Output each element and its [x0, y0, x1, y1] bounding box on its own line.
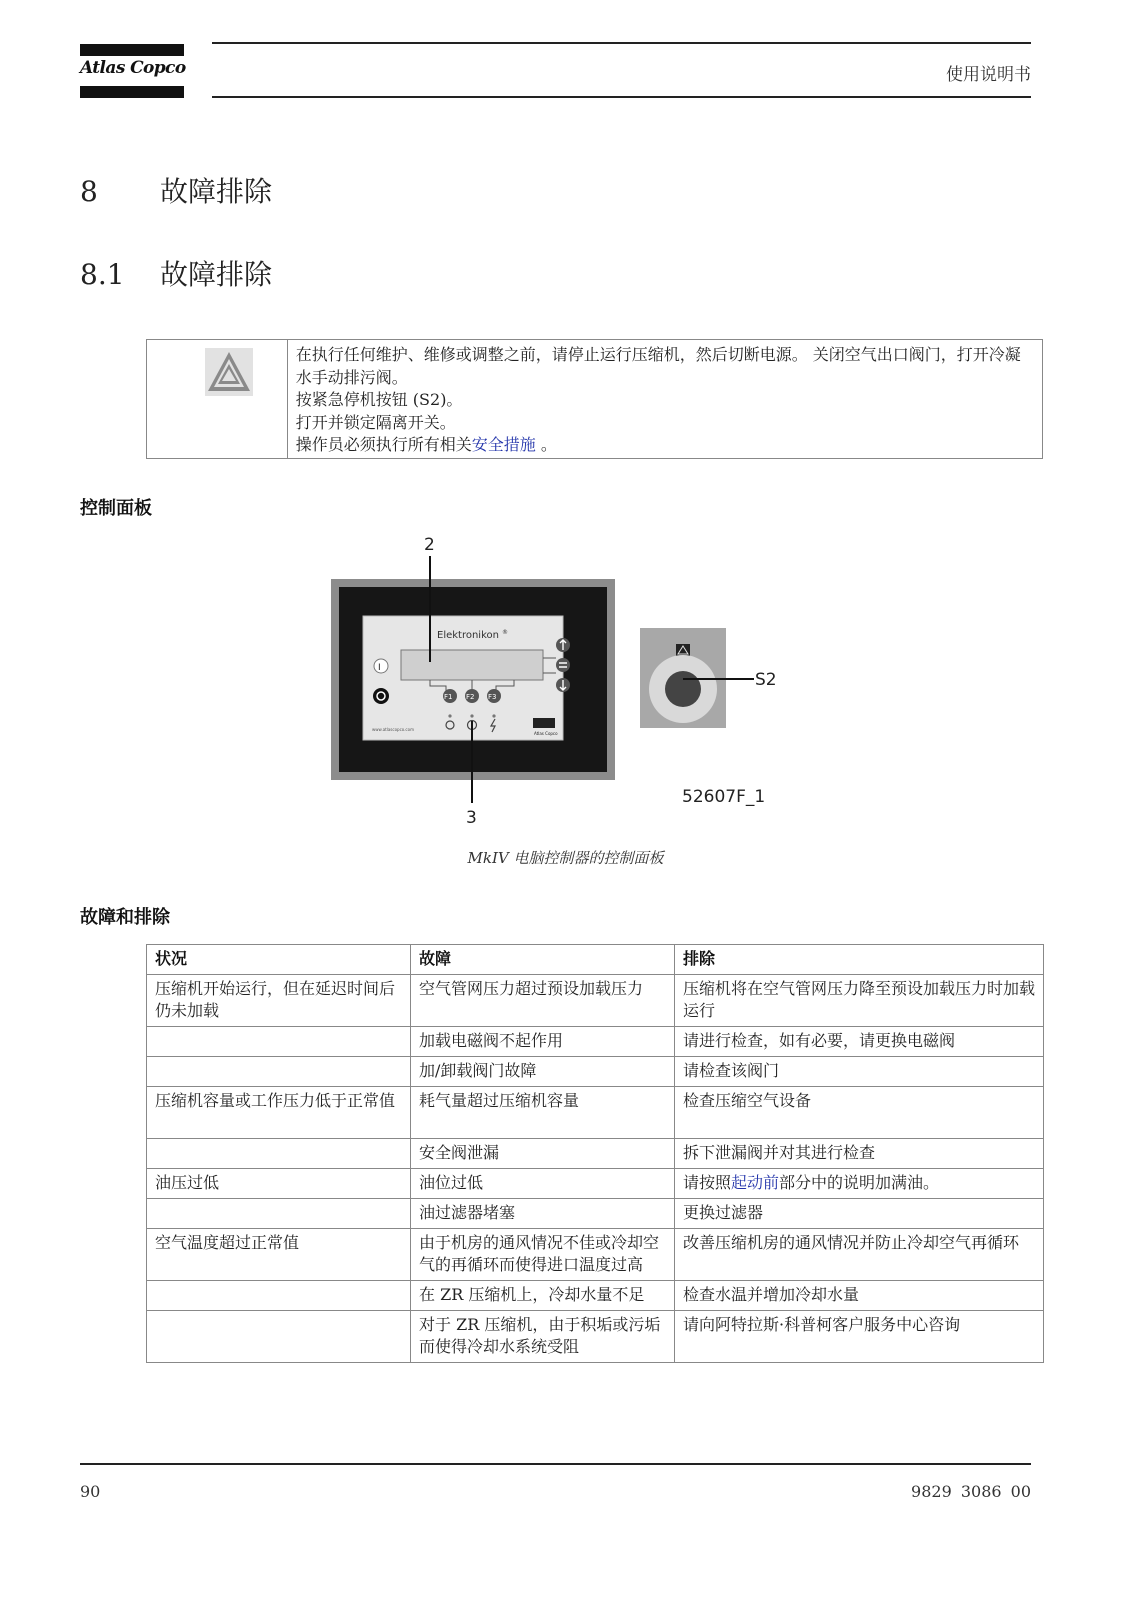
remedy-suffix: 部分中的说明加满油。	[779, 1173, 940, 1192]
table-row	[147, 1229, 1044, 1281]
logo-bar-bottom	[80, 86, 184, 98]
table-row	[147, 1281, 1044, 1311]
remedy-prefix: 请按照	[683, 1173, 732, 1192]
figure-id: 52607F_1	[682, 787, 766, 807]
warning-line-1: 在执行任何维护、维修或调整之前，请停止运行压缩机，然后切断电源。 关闭空气出口阀门，打开冷凝水手动排污阀。	[295, 345, 1021, 387]
url-text: www.atlascopco.com	[372, 727, 414, 732]
faults-heading: 故障和排除	[80, 907, 170, 928]
cell-condition	[147, 1139, 411, 1169]
cell-remedy	[675, 1169, 1044, 1199]
logo-bar-top	[80, 44, 184, 56]
warning-icon-cell	[147, 340, 288, 458]
cell-fault: 空气管网压力超过预设加载压力	[411, 975, 675, 1027]
header-rule-top	[212, 42, 1031, 44]
f2-label: F2	[466, 693, 475, 701]
section-number: 8	[80, 175, 98, 208]
callout-3: 3	[466, 808, 477, 828]
subsection-title: 故障排除	[160, 258, 273, 291]
subsection-number: 8.1	[80, 258, 125, 291]
cell-fault: 安全阀泄漏	[411, 1139, 675, 1169]
table-header-row	[147, 945, 1044, 975]
warning-line-4-prefix: 操作员必须执行所有相关	[295, 435, 472, 454]
callout-2: 2	[424, 535, 435, 555]
cell-fault: 在 ZR 压缩机上，冷却水量不足	[411, 1281, 675, 1311]
cell-remedy: 请向阿特拉斯·科普柯客户服务中心咨询	[675, 1311, 1044, 1363]
warning-line-4-suffix: 。	[535, 435, 557, 454]
document-number: 9829 3086 00	[911, 1482, 1031, 1501]
table-row	[147, 975, 1044, 1027]
table-row	[147, 1027, 1044, 1057]
cell-remedy: 改善压缩机房的通风情况并防止冷却空气再循环	[675, 1229, 1044, 1281]
table-row	[147, 1057, 1044, 1087]
stop-button	[373, 688, 389, 704]
start-button	[374, 659, 388, 673]
safety-precautions-link[interactable]: 安全措施	[471, 435, 536, 454]
panel-logo-text: Atlas Copco	[534, 731, 558, 736]
cell-fault: 由于机房的通风情况不佳或冷却空气的再循环而使得进口温度过高	[411, 1229, 675, 1281]
figure-caption: MkIV 电脑控制器的控制面板	[467, 849, 664, 867]
table-row	[147, 1311, 1044, 1363]
cell-remedy: 检查水温并增加冷却水量	[675, 1281, 1044, 1311]
cell-remedy: 拆下泄漏阀并对其进行检查	[675, 1139, 1044, 1169]
cell-condition: 压缩机开始运行，但在延迟时间后仍未加载	[147, 975, 411, 1027]
display-screen	[401, 650, 543, 680]
warning-line-4	[296, 434, 1036, 457]
tab-key	[556, 658, 570, 672]
cell-remedy: 请检查该阀门	[675, 1057, 1044, 1087]
warning-line-2: 按紧急停机按钮 (S2)。	[295, 390, 463, 409]
warning-text	[288, 340, 1042, 458]
emergency-stop-button	[665, 671, 701, 707]
cell-fault: 油过滤器堵塞	[411, 1199, 675, 1229]
cell-condition: 空气温度超过正常值	[147, 1229, 411, 1281]
cell-condition: 压缩机容量或工作压力低于正常值	[147, 1087, 411, 1139]
cell-condition	[147, 1027, 411, 1057]
control-panel-figure	[300, 528, 800, 828]
panel-logo-mark	[533, 718, 555, 728]
warning-triangle-icon	[205, 348, 253, 396]
cell-remedy: 检查压缩空气设备	[675, 1087, 1044, 1139]
header-rule-bottom	[212, 96, 1031, 98]
control-panel-heading: 控制面板	[80, 498, 152, 519]
cell-remedy: 更换过滤器	[675, 1199, 1044, 1229]
brand-mark: ®	[502, 629, 508, 636]
cell-remedy: 请进行检查，如有必要，请更换电磁阀	[675, 1027, 1044, 1057]
section-title: 故障排除	[160, 175, 273, 208]
atlas-copco-logo	[80, 44, 186, 98]
footer-rule	[80, 1463, 1031, 1465]
document-title: 使用说明书	[946, 65, 1031, 85]
column-header-condition: 状况	[147, 945, 411, 975]
cell-condition	[147, 1057, 411, 1087]
cell-fault: 耗气量超过压缩机容量	[411, 1087, 675, 1139]
column-header-fault: 故障	[411, 945, 675, 975]
warning-box	[146, 339, 1043, 459]
cell-fault: 对于 ZR 压缩机，由于积垢或污垢而使得冷却水系统受阻	[411, 1311, 675, 1363]
cell-condition	[147, 1199, 411, 1229]
fault-table	[146, 944, 1044, 1363]
brand-label: Elektronikon	[437, 630, 499, 641]
cell-remedy: 压缩机将在空气管网压力降至预设加载压力时加载运行	[675, 975, 1044, 1027]
cell-condition	[147, 1311, 411, 1363]
f3-label: F3	[488, 693, 497, 701]
cell-condition	[147, 1281, 411, 1311]
cell-condition: 油压过低	[147, 1169, 411, 1199]
section-heading	[80, 170, 272, 210]
f1-label: F1	[444, 693, 453, 701]
table-row	[147, 1087, 1044, 1139]
warning-line-3: 打开并锁定隔离开关。	[295, 412, 456, 432]
table-row	[147, 1139, 1044, 1169]
table-row	[147, 1199, 1044, 1229]
before-start-link[interactable]: 起动前	[731, 1173, 780, 1192]
subsection-heading	[80, 253, 272, 293]
column-header-remedy: 排除	[675, 945, 1044, 975]
cell-fault: 加载电磁阀不起作用	[411, 1027, 675, 1057]
page-number: 90	[80, 1482, 101, 1501]
control-panel-illustration	[300, 528, 800, 828]
cell-fault: 油位过低	[411, 1169, 675, 1199]
cell-fault: 加/卸载阀门故障	[411, 1057, 675, 1087]
start-label: I	[378, 663, 381, 673]
callout-s2: S2	[755, 670, 777, 690]
table-row	[147, 1169, 1044, 1199]
logo-text: Atlas Copco	[80, 58, 186, 78]
